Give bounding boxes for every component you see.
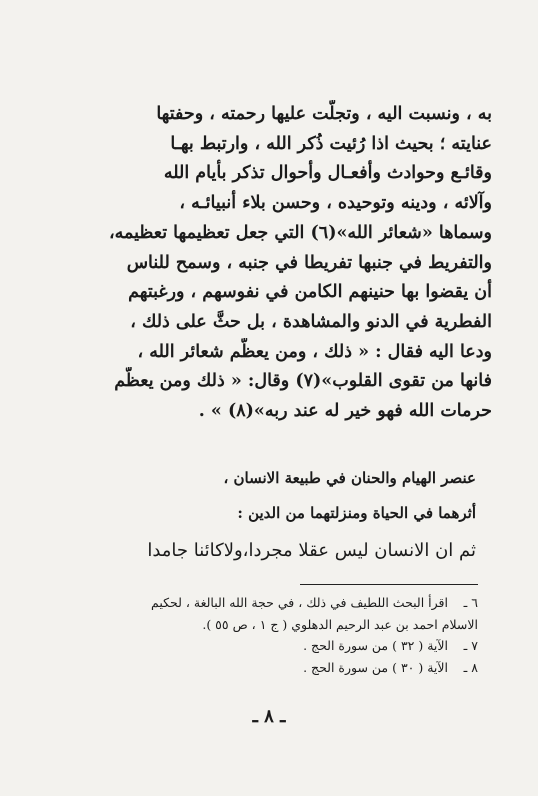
footnote-text: اقرأ البحث اللطيف في ذلك ، في حجة الله البالغة ، لحكيم [151,595,448,610]
body-line: به ، ونسبت اليه ، وتجلّت عليها رحمته ، وحفتها [156,104,492,124]
footnote-8 [62,657,478,679]
body-line: ودعا اليه فقال : « ذلك ، ومن يعظّم شعائر الله ، [137,341,492,362]
body-paragraph [52,100,492,427]
lead-line: ثم ان الانسان ليس عقلا مجردا،ولاكائنا جامدا [147,540,476,561]
body-line: وسماها «شعائر الله»(٦) التي جعل تعظيمها تعظيمه، [108,222,492,243]
section-heading: عنصر الهيام والحنان في طبيعة الانسان ، [223,469,476,487]
body-line: الفطرية في الدنو والمشاهدة ، بل حثَّ على ذلك ، [130,311,492,332]
footnote-6-continuation: الاسلام احمد بن عبد الرحيم الدهلوي ( ج ١ ، ص ٥٥ ). [202,616,478,632]
footnote-divider [300,584,478,585]
body-line: فانها من تقوى القلوب»(٧) وقال: « ذلك ومن يعظّم [114,371,492,392]
footnote-number: ٦ ـ [463,595,478,610]
footnote-text: الآية ( ٣٢ ) من سورة الحج . [303,638,448,653]
body-line: وقائـع وحوادث وأفعـال وأحوال تذكر بأيام الله [163,163,492,184]
section-subheading: أثرهما في الحياة ومنزلتهما من الدين : [237,504,476,522]
body-line: وآلائه ، ودينه وتوحيده ، وحسن بلاء أنبيائـه ، [179,193,492,214]
page-number: ـ ٨ ـ [252,706,286,727]
footnote-text: الآية ( ٣٠ ) من سورة الحج . [303,659,448,675]
body-line: عنايته ؛ بحيث اذا رُئيت ذُكر الله ، وارتبط بهـا [170,133,492,154]
body-line: حرمات الله فهو خير له عند ربه»(٨) » . [198,401,492,422]
body-line: أن يقضوا بها حنينهم الكامن في نفوسهم ، ورغبتهم [128,282,492,303]
footnote-7 [62,635,478,657]
footnote-6 [62,592,478,614]
footnotes [62,592,478,678]
footnote-number: ٧ ـ [463,638,478,653]
footnote-number: ٨ ـ [463,659,478,675]
body-line: والتفريط في جنبها تفريطا في جنبه ، وسمح للناس [126,252,492,273]
